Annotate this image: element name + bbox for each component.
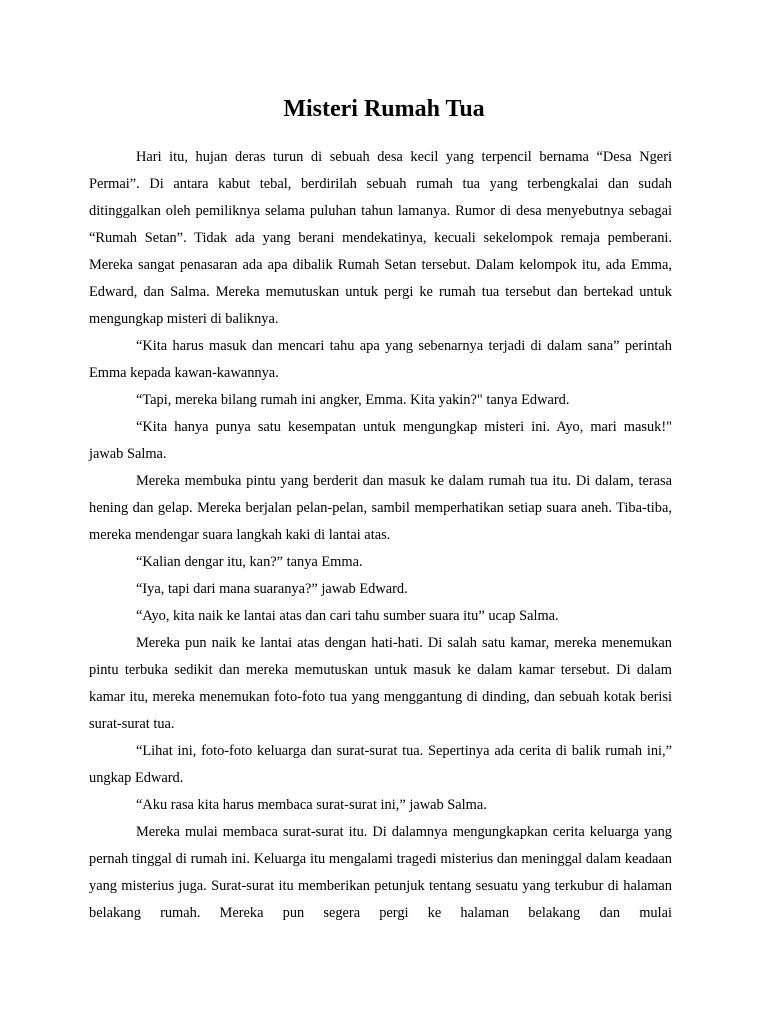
paragraph-3: “Tapi, mereka bilang rumah ini angker, Emma. Kita yakin?" tanya Edward.	[136, 392, 570, 408]
paragraph-9: Mereka pun naik ke lantai atas dengan hati-hati. Di salah satu kamar, mereka menemukan pintu terbuka sedikit dan mereka memutuskan untuk masuk ke dalam kamar tersebut. Di dalam kamar itu, mereka menemukan foto-foto tua yang menggantung di dinding, dan sebuah kotak berisi surat-surat tua.	[89, 635, 672, 732]
paragraph-6: “Kalian dengar itu, kan?” tanya Emma.	[136, 554, 363, 570]
paragraph-11: “Aku rasa kita harus membaca surat-surat ini,” jawab Salma.	[136, 797, 487, 813]
paragraph-4: “Kita hanya punya satu kesempatan untuk mengungkap misteri ini. Ayo, mari masuk!" jawab Salma.	[89, 419, 672, 462]
paragraph-1: Hari itu, hujan deras turun di sebuah desa kecil yang terpencil bernama “Desa Ngeri Permai”. Di antara kabut tebal, berdirilah sebuah rumah tua yang terbengkalai dan sudah ditinggalkan oleh pemiliknya selama puluhan tahun lamanya. Rumor di desa menyebutnya sebagai “Rumah Setan”. Tidak ada yang berani mendekatinya, kecuali sekelompok remaja pemberani. Mereka sangat penasaran ada apa dibalik Rumah Setan tersebut. Dalam kelompok itu, ada Emma, Edward, dan Salma. Mereka memutuskan untuk pergi ke rumah tua tersebut dan bertekad untuk mengungkap misteri di baliknya.	[89, 149, 672, 327]
paragraph-10: “Lihat ini, foto-foto keluarga dan surat-surat tua. Sepertinya ada cerita di balik rumah ini,” ungkap Edward.	[89, 743, 672, 786]
paragraph-12: Mereka mulai membaca surat-surat itu. Di dalamnya mengungkapkan cerita keluarga yang pernah tinggal di rumah ini. Keluarga itu mengalami tragedi misterius dan meninggal dalam keadaan yang misterius juga. Surat-surat itu memberikan petunjuk tentang sesuatu yang terkubur di halaman belakang rumah. Mereka pun segera pergi ke halaman belakang dan mulai	[89, 824, 672, 921]
paragraph-8: “Ayo, kita naik ke lantai atas dan cari tahu sumber suara itu” ucap Salma.	[136, 608, 559, 624]
document-body	[89, 144, 672, 927]
document-title: Misteri Rumah Tua	[283, 96, 485, 122]
paragraph-7: “Iya, tapi dari mana suaranya?” jawab Edward.	[136, 581, 408, 597]
paragraph-5: Mereka membuka pintu yang berderit dan masuk ke dalam rumah tua itu. Di dalam, terasa hening dan gelap. Mereka berjalan pelan-pelan, sambil memperhatikan setiap suara aneh. Tiba-tiba, mereka mendengar suara langkah kaki di lantai atas.	[89, 473, 672, 543]
paragraph-2: “Kita harus masuk dan mencari tahu apa yang sebenarnya terjadi di dalam sana” perintah Emma kepada kawan-kawannya.	[89, 338, 672, 381]
